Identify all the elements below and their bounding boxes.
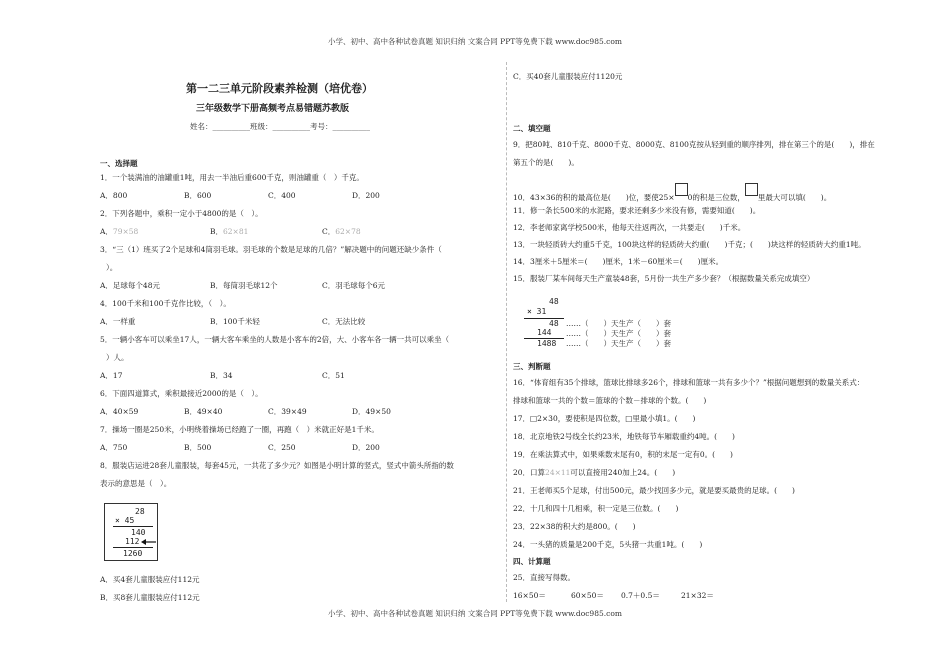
- q8-vertical-calc: [104, 503, 158, 561]
- q6-option-c: C．39×49: [268, 407, 307, 416]
- q8-calc-line-2: × 45: [115, 516, 135, 525]
- section-heading-fill: 二、填空题: [513, 124, 551, 133]
- q25-expr-1: 16×50＝: [513, 591, 546, 600]
- q8-option-b: B．买8套儿童服装应付112元: [100, 593, 200, 602]
- q6-option-b: B．49×40: [184, 407, 223, 416]
- question-17: 17．□2×30，要使积是四位数，□里最小填1。( ): [513, 414, 696, 423]
- q8-calc-line-3: 140: [131, 528, 146, 537]
- q4-option-b: B．100千米轻: [210, 317, 260, 326]
- question-16-cont: 排球和篮球一共的个数＝篮球的个数－排球的个数。( ): [513, 396, 707, 405]
- q2-option-b: B．62×81: [210, 227, 249, 236]
- section-heading-calc: 四、计算题: [513, 557, 551, 566]
- q6-option-d: D．49×50: [352, 407, 391, 416]
- q2-option-c: C．62×78: [322, 227, 361, 236]
- q8-option-c: C．买40套儿童服装应付1120元: [513, 72, 623, 81]
- q15-calc-line-2: × 31: [527, 307, 547, 316]
- blank-box: [745, 183, 758, 196]
- question-13: 13．一块轻质砖大约重5千克，100块这样的轻质砖大约重( )千克；( )块这样的轻质砖大约重1吨。: [513, 240, 866, 249]
- q3-option-a: A．足球每个48元: [100, 281, 160, 290]
- question-6: 6．下面四道算式，乘积最接近2000的是（ ）。: [100, 389, 263, 398]
- q4-option-c: C．无法比较: [322, 317, 366, 326]
- question-18: 18．北京地铁2号线全长约23米，地铁每节车厢载重约4吨。( ): [513, 432, 735, 441]
- question-9-cont: 第五个的是( )。: [513, 158, 579, 167]
- q7-option-b: B．500: [184, 443, 212, 452]
- exam-title: 第一二三单元阶段素养检测（培优卷）: [186, 82, 373, 95]
- q25-expr-3: 0.7＋0.5＝: [621, 591, 660, 600]
- question-3-cont: ）。: [106, 263, 118, 272]
- question-8-cont: 表示的意思是（ ）。: [100, 479, 172, 488]
- question-2: 2．下列各题中，乘积一定小于4800的是（ ）。: [100, 209, 263, 218]
- question-7: 7．操场一圈是250米，小明绕着操场已经跑了一圈，再跑（ ）米就正好是1千米。: [100, 425, 379, 434]
- q1-option-d: D．200: [352, 191, 380, 200]
- q7-option-c: C．250: [268, 443, 296, 452]
- question-10: 10．43×36的积的最高位是( )位，要使25× 0的积是三位数， 里最大可以填( )。: [513, 183, 831, 203]
- question-4: 4．100千米和100千克作比较，（ ）。: [100, 299, 231, 308]
- q8-calc-rule-2: [113, 547, 153, 548]
- question-20: 20．口算24×11可以直接用240加上24。( ): [513, 468, 676, 477]
- q15-calc-line-1: 48: [549, 297, 559, 306]
- q15-calc-line-4: 144: [537, 328, 552, 337]
- q15-row-2: ……（ ）天生产（ ）套: [566, 329, 671, 338]
- question-25: 25．直接写得数。: [513, 573, 576, 582]
- question-5: 5．一辆小客车可以乘坐17人，一辆大客车乘坐的人数是小客车的2倍，大、小客车各一辆一共可以乘坐（: [100, 335, 450, 344]
- q3-option-b: B．每筒羽毛球12个: [210, 281, 278, 290]
- question-19: 19．在乘法算式中，如果乘数末尾有0，积的末尾一定有0。( ): [513, 450, 733, 459]
- question-22: 22．十几和四十几相乘，积一定是三位数。( ): [513, 504, 679, 513]
- q1-option-c: C．400: [268, 191, 296, 200]
- q7-option-a: A．750: [100, 443, 128, 452]
- question-3: 3．“三（1）班买了2个足球和4筒羽毛球。羽毛球的个数是足球的几倍？”解决题中的问题还缺少条件（: [100, 245, 442, 254]
- q2-option-a: A．79×58: [100, 227, 139, 236]
- question-5-cont: ）人。: [106, 353, 129, 362]
- page-header: 小学、初中、高中各种试卷真题 知识归纳 文案合同 PPT等免费下载 www.doc985.com: [328, 37, 622, 46]
- q8-option-a: A．买4套儿童服装应付112元: [100, 575, 200, 584]
- question-12: 12．李老师家离学校500米，他每天往返两次，一共要走( )千米。: [513, 223, 746, 232]
- q1-option-b: B．600: [184, 191, 212, 200]
- q1-option-a: A．800: [100, 191, 128, 200]
- q15-row-3: ……（ ）天生产（ ）套: [566, 339, 671, 348]
- question-24: 24．一头猪的质量是200千克，5头猪一共重1吨。( ): [513, 540, 703, 549]
- q25-expr-2: 60×50＝: [571, 591, 604, 600]
- question-15: 15．服装厂某车间每天生产童装48套，5月份一共生产多少套？（根据数量关系完成填空）: [513, 274, 815, 283]
- blank-box: [675, 183, 688, 196]
- exam-subtitle: 三年级数学下册高频考点易错题苏教版: [196, 104, 350, 114]
- q5-option-a: A．17: [100, 371, 123, 380]
- question-14: 14．3厘米＋5厘米＝( )厘米，1米－60厘米＝( )厘米。: [513, 257, 724, 266]
- section-heading-choice: 一、选择题: [100, 159, 138, 168]
- q5-option-b: B．34: [210, 371, 233, 380]
- question-1: 1．一个装满油的油罐重1吨，用去一半油后重600千克，则油罐重（ ）千克。: [100, 173, 364, 182]
- question-9: 9．把80吨、810千克、8000千克、8000克、8100克按从轻到重的顺序排列，排在第三个的是( )，排在: [513, 140, 875, 149]
- question-23: 23．22×38的积大约是800。( ): [513, 522, 636, 531]
- q8-calc-rule-1: [113, 526, 153, 527]
- arrow-left-icon: [141, 538, 157, 546]
- column-divider: [506, 62, 507, 602]
- question-8: 8．服装店运进28套儿童服装，每套45元，一共花了多少元？如图是小明计算的竖式，竖式中箭头所指的数: [100, 461, 454, 470]
- question-21: 21．王老师买5个足球，付出500元，最少找回多少元，就是要买最贵的足球。( ): [513, 486, 795, 495]
- q6-option-a: A．40×59: [100, 407, 139, 416]
- q4-option-a: A．一样重: [100, 317, 136, 326]
- q8-calc-line-4: 112: [125, 537, 140, 546]
- student-info: 姓名：__________班级：__________考号：__________: [190, 122, 370, 131]
- q25-expr-4: 21×32＝: [681, 591, 714, 600]
- page-footer: 小学、初中、高中各种试卷真题 知识归纳 文案合同 PPT等免费下载 www.doc985.com: [328, 609, 622, 618]
- q8-calc-line-5: 1260: [123, 549, 143, 558]
- q15-calc-line-5: 1488: [537, 339, 557, 348]
- q5-option-c: C．51: [322, 371, 345, 380]
- question-16: 16．“体育组有35个排球，篮球比排球多26个，排球和篮球一共有多少个？”根据问题想到的数量关系式：: [513, 378, 865, 387]
- q7-option-d: D．200: [352, 443, 380, 452]
- q3-option-c: C．羽毛球每个6元: [322, 281, 386, 290]
- q15-calc-line-3: 48: [549, 319, 559, 328]
- q8-calc-line-1: 28: [135, 507, 145, 516]
- section-heading-judge: 三、判断题: [513, 362, 551, 371]
- question-11: 11．修一条长500米的水泥路，要求还剩多少米没有修，需要知道( )。: [513, 206, 761, 215]
- q15-row-1: ……（ ）天生产（ ）套: [566, 319, 671, 328]
